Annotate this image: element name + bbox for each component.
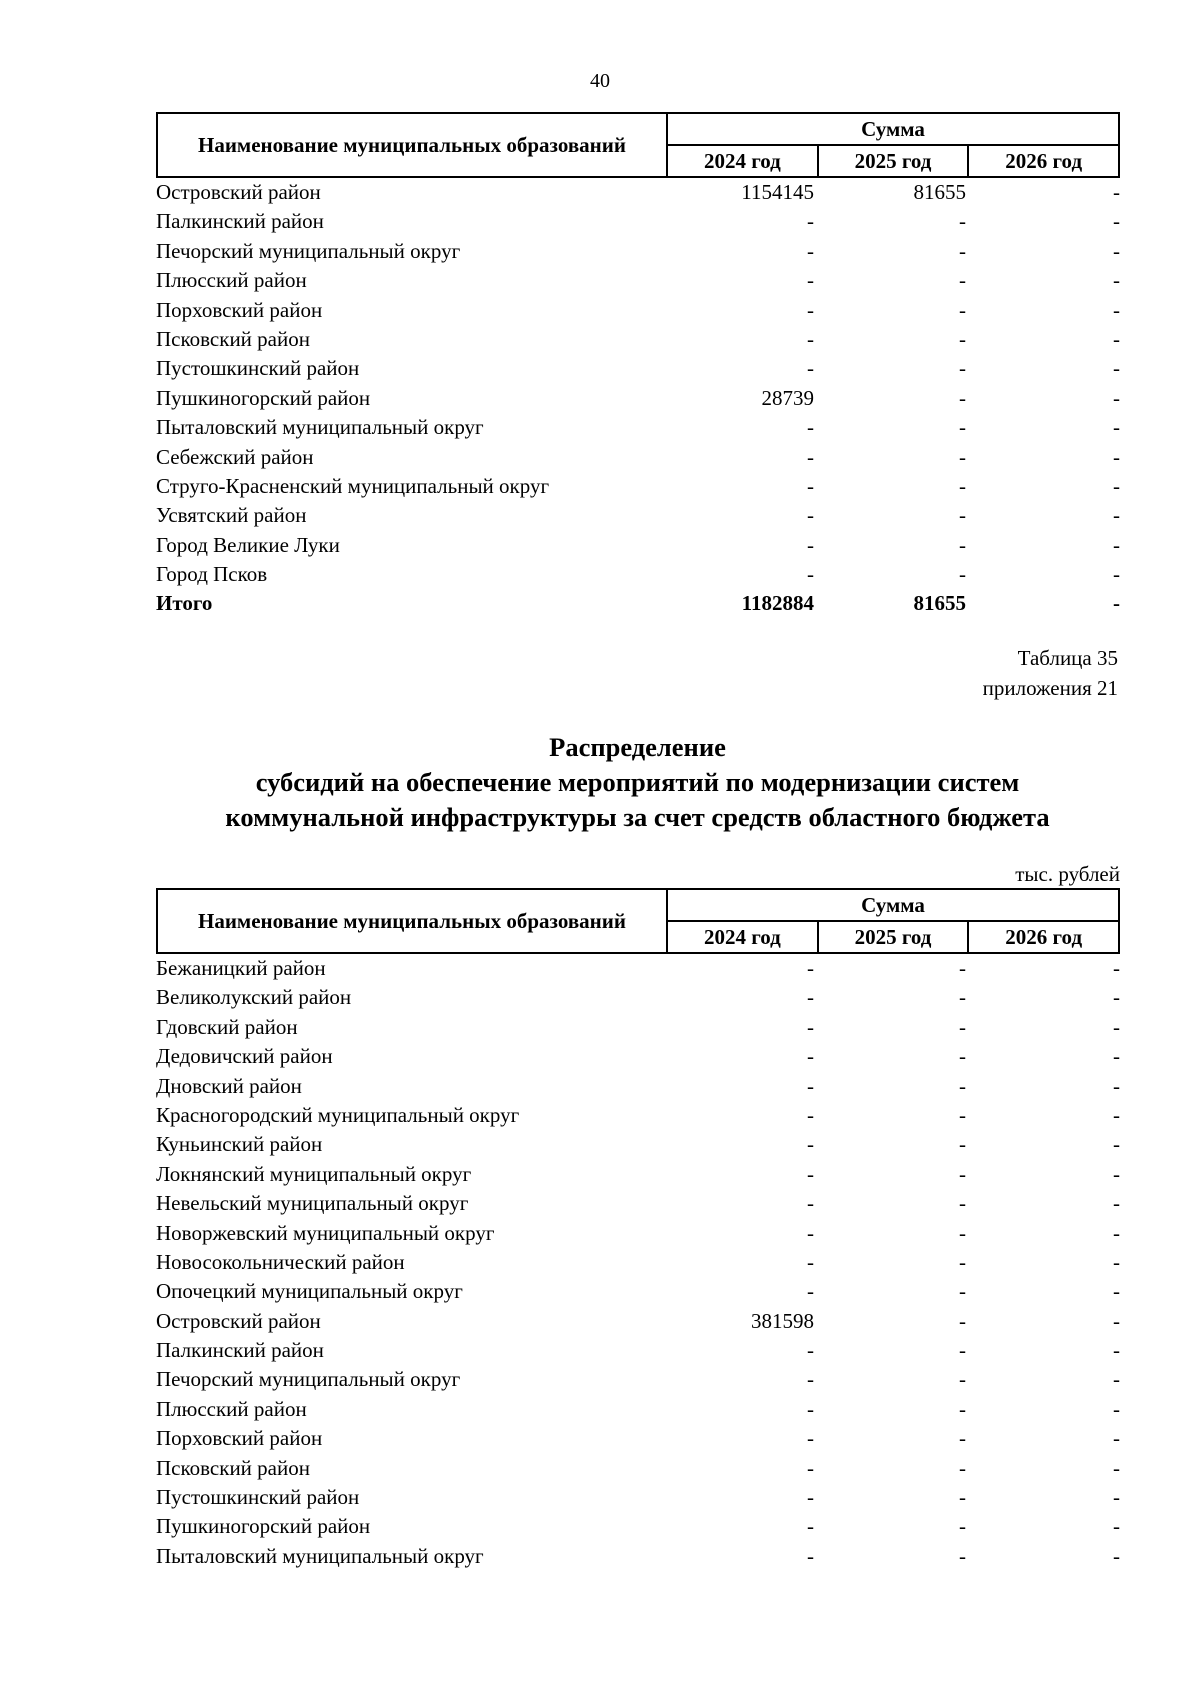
municipality-name: Себежский район <box>156 444 314 469</box>
value-2026: - <box>1113 356 1120 381</box>
table-row <box>156 1542 1120 1571</box>
value-2024: - <box>807 297 814 322</box>
document-heading-line-3: коммунальной инфраструктуры за счет средств областного бюджета <box>225 802 1050 832</box>
value-2024: - <box>807 415 814 440</box>
value-2024: - <box>807 1132 814 1157</box>
table-row <box>156 1277 1120 1306</box>
value-2024: - <box>807 473 814 498</box>
value-2024: 28739 <box>761 385 814 410</box>
value-2025: - <box>959 1220 966 1245</box>
value-2024: 381598 <box>751 1308 814 1333</box>
table-row <box>156 983 1120 1012</box>
column-header-2024: 2024 год <box>668 922 819 952</box>
municipality-name: Дновский район <box>156 1073 302 1098</box>
table-row <box>156 1101 1120 1130</box>
table-row <box>156 1307 1120 1336</box>
value-2025: - <box>959 1161 966 1186</box>
value-2026: - <box>1113 444 1120 469</box>
value-2025: - <box>959 1014 966 1039</box>
document-heading-line-2: субсидий на обеспечение мероприятий по модернизации систем <box>255 767 1020 797</box>
column-header-name: Наименование муниципальных образований <box>158 890 668 952</box>
table-row <box>156 531 1120 560</box>
value-2026: - <box>1113 1014 1120 1039</box>
total-2026: - <box>1113 591 1120 616</box>
table-row <box>156 1424 1120 1453</box>
table-body <box>156 178 1120 589</box>
page-number: 40 <box>590 70 610 92</box>
value-2025: - <box>959 532 966 557</box>
table-header <box>156 888 1120 954</box>
value-2025: - <box>959 1249 966 1274</box>
value-2024: - <box>807 985 814 1010</box>
municipality-name: Плюсский район <box>156 1396 307 1421</box>
value-2026: - <box>1113 1338 1120 1363</box>
value-2024: - <box>807 562 814 587</box>
value-2026: - <box>1113 532 1120 557</box>
value-2024: - <box>807 444 814 469</box>
value-2024: - <box>807 1191 814 1216</box>
value-2024: - <box>807 1102 814 1127</box>
column-header-2026: 2026 год <box>1005 148 1083 173</box>
value-2025: - <box>959 1279 966 1304</box>
municipality-name: Палкинский район <box>156 1338 324 1363</box>
table-row <box>156 1395 1120 1424</box>
total-2024: 1182884 <box>741 591 814 616</box>
total-label: Итого <box>156 591 213 616</box>
municipality-name: Островский район <box>156 180 321 204</box>
value-2025: - <box>959 1514 966 1539</box>
value-2025: - <box>959 1191 966 1216</box>
value-2025: - <box>959 1396 966 1421</box>
municipality-name: Островский район <box>156 1308 321 1333</box>
table-row <box>156 1042 1120 1071</box>
table-continued <box>156 112 1120 619</box>
value-2025: - <box>959 326 966 351</box>
municipality-name: Город Великие Луки <box>156 532 340 557</box>
table-row <box>156 354 1120 383</box>
value-2026: - <box>1113 297 1120 322</box>
value-2024: - <box>807 532 814 557</box>
value-2024: - <box>807 268 814 293</box>
value-2026: - <box>1113 1161 1120 1186</box>
value-2025: - <box>959 1102 966 1127</box>
value-2025: - <box>959 415 966 440</box>
table-row <box>156 472 1120 501</box>
table-row <box>156 1189 1120 1218</box>
municipality-name: Печорский муниципальный округ <box>156 238 461 263</box>
value-2024: 1154145 <box>741 180 814 204</box>
table-number-caption: Таблица 35 <box>1017 646 1118 670</box>
value-2026: - <box>1113 1455 1120 1480</box>
value-2024: - <box>807 1249 814 1274</box>
value-2026: - <box>1113 326 1120 351</box>
subsidy-distribution-table <box>156 888 1120 1571</box>
table-row <box>156 1248 1120 1277</box>
table-row <box>156 443 1120 472</box>
value-2025: - <box>959 238 966 263</box>
municipality-name: Пустошкинский район <box>156 1485 360 1510</box>
value-2026: - <box>1113 1044 1120 1069</box>
table-row <box>156 1336 1120 1365</box>
value-2024: - <box>807 1044 814 1069</box>
value-2025: - <box>959 444 966 469</box>
value-2024: - <box>807 503 814 528</box>
table-row <box>156 1483 1120 1512</box>
value-2026: - <box>1113 268 1120 293</box>
municipality-name: Пушкиногорский район <box>156 1514 371 1539</box>
value-2025: - <box>959 268 966 293</box>
document-heading-title: Распределение <box>549 732 726 762</box>
table-header <box>156 112 1120 178</box>
value-2026: - <box>1113 1191 1120 1216</box>
column-header-name: Наименование муниципальных образований <box>158 114 668 176</box>
value-2024: - <box>807 1485 814 1510</box>
value-2024: - <box>807 1338 814 1363</box>
value-2025: - <box>959 1455 966 1480</box>
municipality-name: Пыталовский муниципальный округ <box>156 1543 484 1568</box>
value-2025: - <box>959 1044 966 1069</box>
value-2026: - <box>1113 180 1120 204</box>
value-2026: - <box>1113 1249 1120 1274</box>
table-row <box>156 266 1120 295</box>
municipality-name: Пыталовский муниципальный округ <box>156 415 484 440</box>
value-2026: - <box>1113 1514 1120 1539</box>
table-row <box>156 178 1120 207</box>
units-label: тыс. рублей <box>1015 862 1120 886</box>
column-header-2025: 2025 год <box>819 146 970 176</box>
value-2026: - <box>1113 1485 1120 1510</box>
value-2025: - <box>959 985 966 1010</box>
municipality-name: Печорский муниципальный округ <box>156 1367 461 1392</box>
value-2026: - <box>1113 415 1120 440</box>
value-2024: - <box>807 956 814 980</box>
municipality-name: Новосокольнический район <box>156 1249 405 1274</box>
value-2024: - <box>807 1396 814 1421</box>
value-2026: - <box>1113 1279 1120 1304</box>
municipality-name: Куньинский район <box>156 1132 323 1157</box>
column-header-2026: 2026 год <box>1005 924 1083 949</box>
value-2024: - <box>807 1543 814 1568</box>
municipality-name: Бежаницкий район <box>156 956 326 980</box>
table-row <box>156 1365 1120 1394</box>
municipality-name: Дедовичский район <box>156 1044 333 1069</box>
municipality-name: Гдовский район <box>156 1014 298 1039</box>
value-2024: - <box>807 326 814 351</box>
value-2026: - <box>1113 1426 1120 1451</box>
value-2026: - <box>1113 1396 1120 1421</box>
municipality-name: Невельский муниципальный округ <box>156 1191 469 1216</box>
value-2025: - <box>959 385 966 410</box>
column-header-2025: 2025 год <box>819 922 970 952</box>
municipality-name: Город Псков <box>156 562 268 587</box>
value-2025: - <box>959 562 966 587</box>
value-2025: - <box>959 209 966 234</box>
table-row <box>156 501 1120 530</box>
municipality-name: Пустошкинский район <box>156 356 360 381</box>
table-row <box>156 325 1120 354</box>
value-2026: - <box>1113 473 1120 498</box>
value-2026: - <box>1113 385 1120 410</box>
value-2025: - <box>959 297 966 322</box>
municipality-name: Струго-Красненский муниципальный округ <box>156 473 550 498</box>
table-body <box>156 954 1120 1571</box>
value-2025: - <box>959 1426 966 1451</box>
table-row <box>156 1160 1120 1189</box>
value-2025: - <box>959 1485 966 1510</box>
municipality-name: Плюсский район <box>156 268 307 293</box>
value-2024: - <box>807 1514 814 1539</box>
municipality-name: Усвятский район <box>156 503 307 528</box>
value-2026: - <box>1113 503 1120 528</box>
value-2026: - <box>1113 209 1120 234</box>
table-row <box>156 1219 1120 1248</box>
value-2025: - <box>959 1338 966 1363</box>
value-2026: - <box>1113 1220 1120 1245</box>
table-row <box>156 413 1120 442</box>
municipality-name: Красногородский муниципальный округ <box>156 1102 520 1127</box>
value-2026: - <box>1113 1073 1120 1098</box>
value-2024: - <box>807 1455 814 1480</box>
municipality-name: Палкинский район <box>156 209 324 234</box>
value-2025: - <box>959 1308 966 1333</box>
value-2026: - <box>1113 1367 1120 1392</box>
column-header-sum: Сумма <box>668 114 1118 146</box>
value-2025: - <box>959 503 966 528</box>
value-2024: - <box>807 1161 814 1186</box>
appendix-caption: приложения 21 <box>982 676 1118 700</box>
table-row <box>156 296 1120 325</box>
total-row <box>156 589 1120 618</box>
value-2026: - <box>1113 1543 1120 1568</box>
value-2025: - <box>959 356 966 381</box>
municipality-name: Порховский район <box>156 1426 323 1451</box>
value-2025: - <box>959 1132 966 1157</box>
municipality-name: Псковский район <box>156 1455 310 1480</box>
value-2025: - <box>959 473 966 498</box>
value-2025: - <box>959 1367 966 1392</box>
value-2024: - <box>807 356 814 381</box>
value-2024: - <box>807 1426 814 1451</box>
value-2026: - <box>1113 956 1120 980</box>
value-2024: - <box>807 1014 814 1039</box>
value-2024: - <box>807 1220 814 1245</box>
value-2026: - <box>1113 985 1120 1010</box>
municipality-name: Новоржевский муниципальный округ <box>156 1220 495 1245</box>
table-row <box>156 384 1120 413</box>
value-2025: - <box>959 1543 966 1568</box>
column-header-2024: 2024 год <box>668 146 819 176</box>
value-2024: - <box>807 238 814 263</box>
table-row <box>156 207 1120 236</box>
column-header-sum: Сумма <box>668 890 1118 922</box>
value-2026: - <box>1113 562 1120 587</box>
table-row <box>156 1130 1120 1159</box>
municipality-name: Великолукский район <box>156 985 352 1010</box>
table-row <box>156 1512 1120 1541</box>
table-row <box>156 1072 1120 1101</box>
total-2025: 81655 <box>913 591 966 616</box>
value-2026: - <box>1113 1102 1120 1127</box>
table-row <box>156 1013 1120 1042</box>
value-2024: - <box>807 1073 814 1098</box>
table-row <box>156 954 1120 983</box>
value-2026: - <box>1113 1308 1120 1333</box>
value-2024: - <box>807 1279 814 1304</box>
table-row <box>156 237 1120 266</box>
municipality-name: Опочецкий муниципальный округ <box>156 1279 463 1304</box>
municipality-name: Локнянский муниципальный округ <box>156 1161 472 1186</box>
value-2026: - <box>1113 1132 1120 1157</box>
value-2026: - <box>1113 238 1120 263</box>
municipality-name: Псковский район <box>156 326 310 351</box>
value-2024: - <box>807 209 814 234</box>
value-2025: - <box>959 1073 966 1098</box>
table-row <box>156 1454 1120 1483</box>
value-2025: - <box>959 956 966 980</box>
municipality-name: Порховский район <box>156 297 323 322</box>
table-row <box>156 560 1120 589</box>
value-2024: - <box>807 1367 814 1392</box>
municipality-name: Пушкиногорский район <box>156 385 371 410</box>
value-2025: 81655 <box>913 180 966 204</box>
